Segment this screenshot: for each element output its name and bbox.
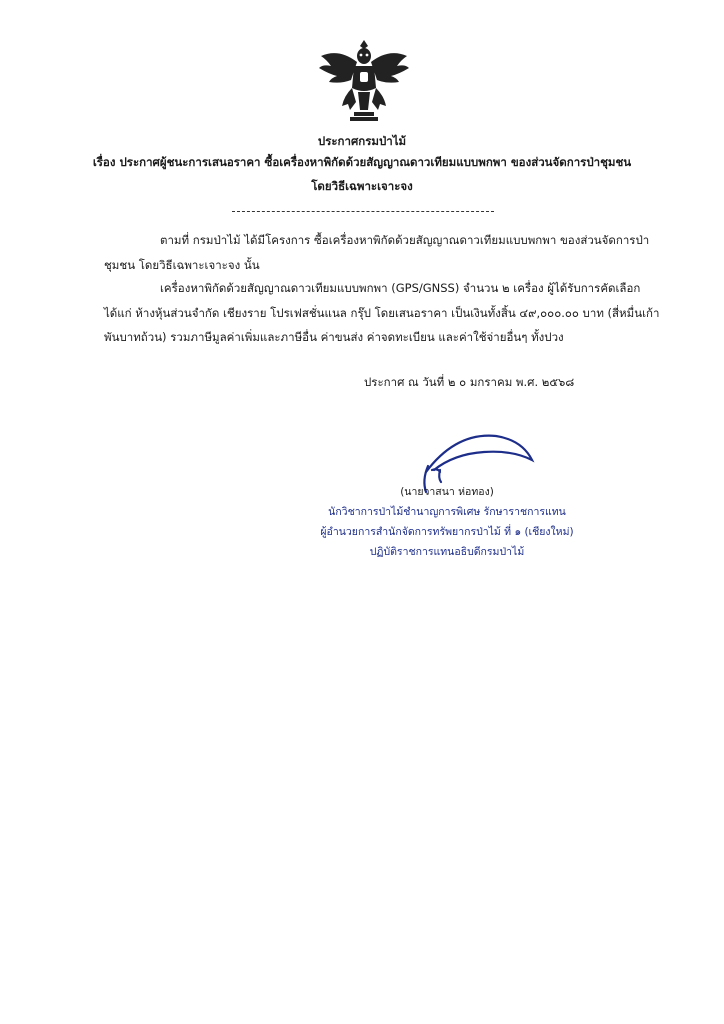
paragraph-2-line-2: ได้แก่ ห้างหุ้นส่วนจำกัด เชียงราย โปรเฟสชั่นแนล กรุ๊ป โดยเสนอราคา เป็นเงินทั้งสิ้น ๔๙,๐๐๐.๐๐ บาท (สี่หมื่นเก้า [104,306,660,320]
signatory-position-line-1: นักวิชาการป่าไม้ชำนาญการพิเศษ รักษาราชการแทน [328,506,566,518]
announcement-title: ประกาศกรมป่าไม้ [317,134,407,148]
paragraph-2-line-1: เครื่องหาพิกัดด้วยสัญญาณดาวเทียมแบบพกพา (GPS/GNSS) จำนวน ๒ เครื่อง ผู้ได้รับการคัดเลือก [160,281,641,295]
announcement-subject-method: โดยวิธีเฉพาะเจาะจง [311,179,413,193]
paragraph-1-line-1: ตามที่ กรมป่าไม้ ได้มีโครงการ ซื้อเครื่องหาพิกัดด้วยสัญญาณดาวเทียมแบบพกพา ของส่วนจัดการป่า [160,233,650,247]
announcement-subject: เรื่อง ประกาศผู้ชนะการเสนอราคา ซื้อเครื่องหาพิกัดด้วยสัญญาณดาวเทียมแบบพกพา ของส่วนจัดการป่าชุมชน [92,155,632,169]
announcement-date: ประกาศ ณ วันที่ ๒ ๐ มกราคม พ.ศ. ๒๕๖๘ [364,375,575,389]
garuda-emblem-icon [316,36,412,124]
paragraph-2-line-3: พันบาทถ้วน) รวมภาษีมูลค่าเพิ่มและภาษีอื่น ค่าขนส่ง ค่าจดทะเบียน และค่าใช้จ่ายอื่นๆ ทั้งปวง [104,330,564,344]
signatory-position-line-2: ผู้อำนวยการสำนักจัดการทรัพยากรป่าไม้ ที่ ๑ (เชียงใหม่) [320,526,574,538]
signatory-position-line-3: ปฏิบัติราชการแทนอธิบดีกรมป่าไม้ [369,546,525,558]
paragraph-1-line-2: ชุมชน โดยวิธีเฉพาะเจาะจง นั้น [104,258,260,272]
signatory-name: (นายวาสนา ห่อทอง) [400,486,494,498]
divider-line [232,211,494,212]
